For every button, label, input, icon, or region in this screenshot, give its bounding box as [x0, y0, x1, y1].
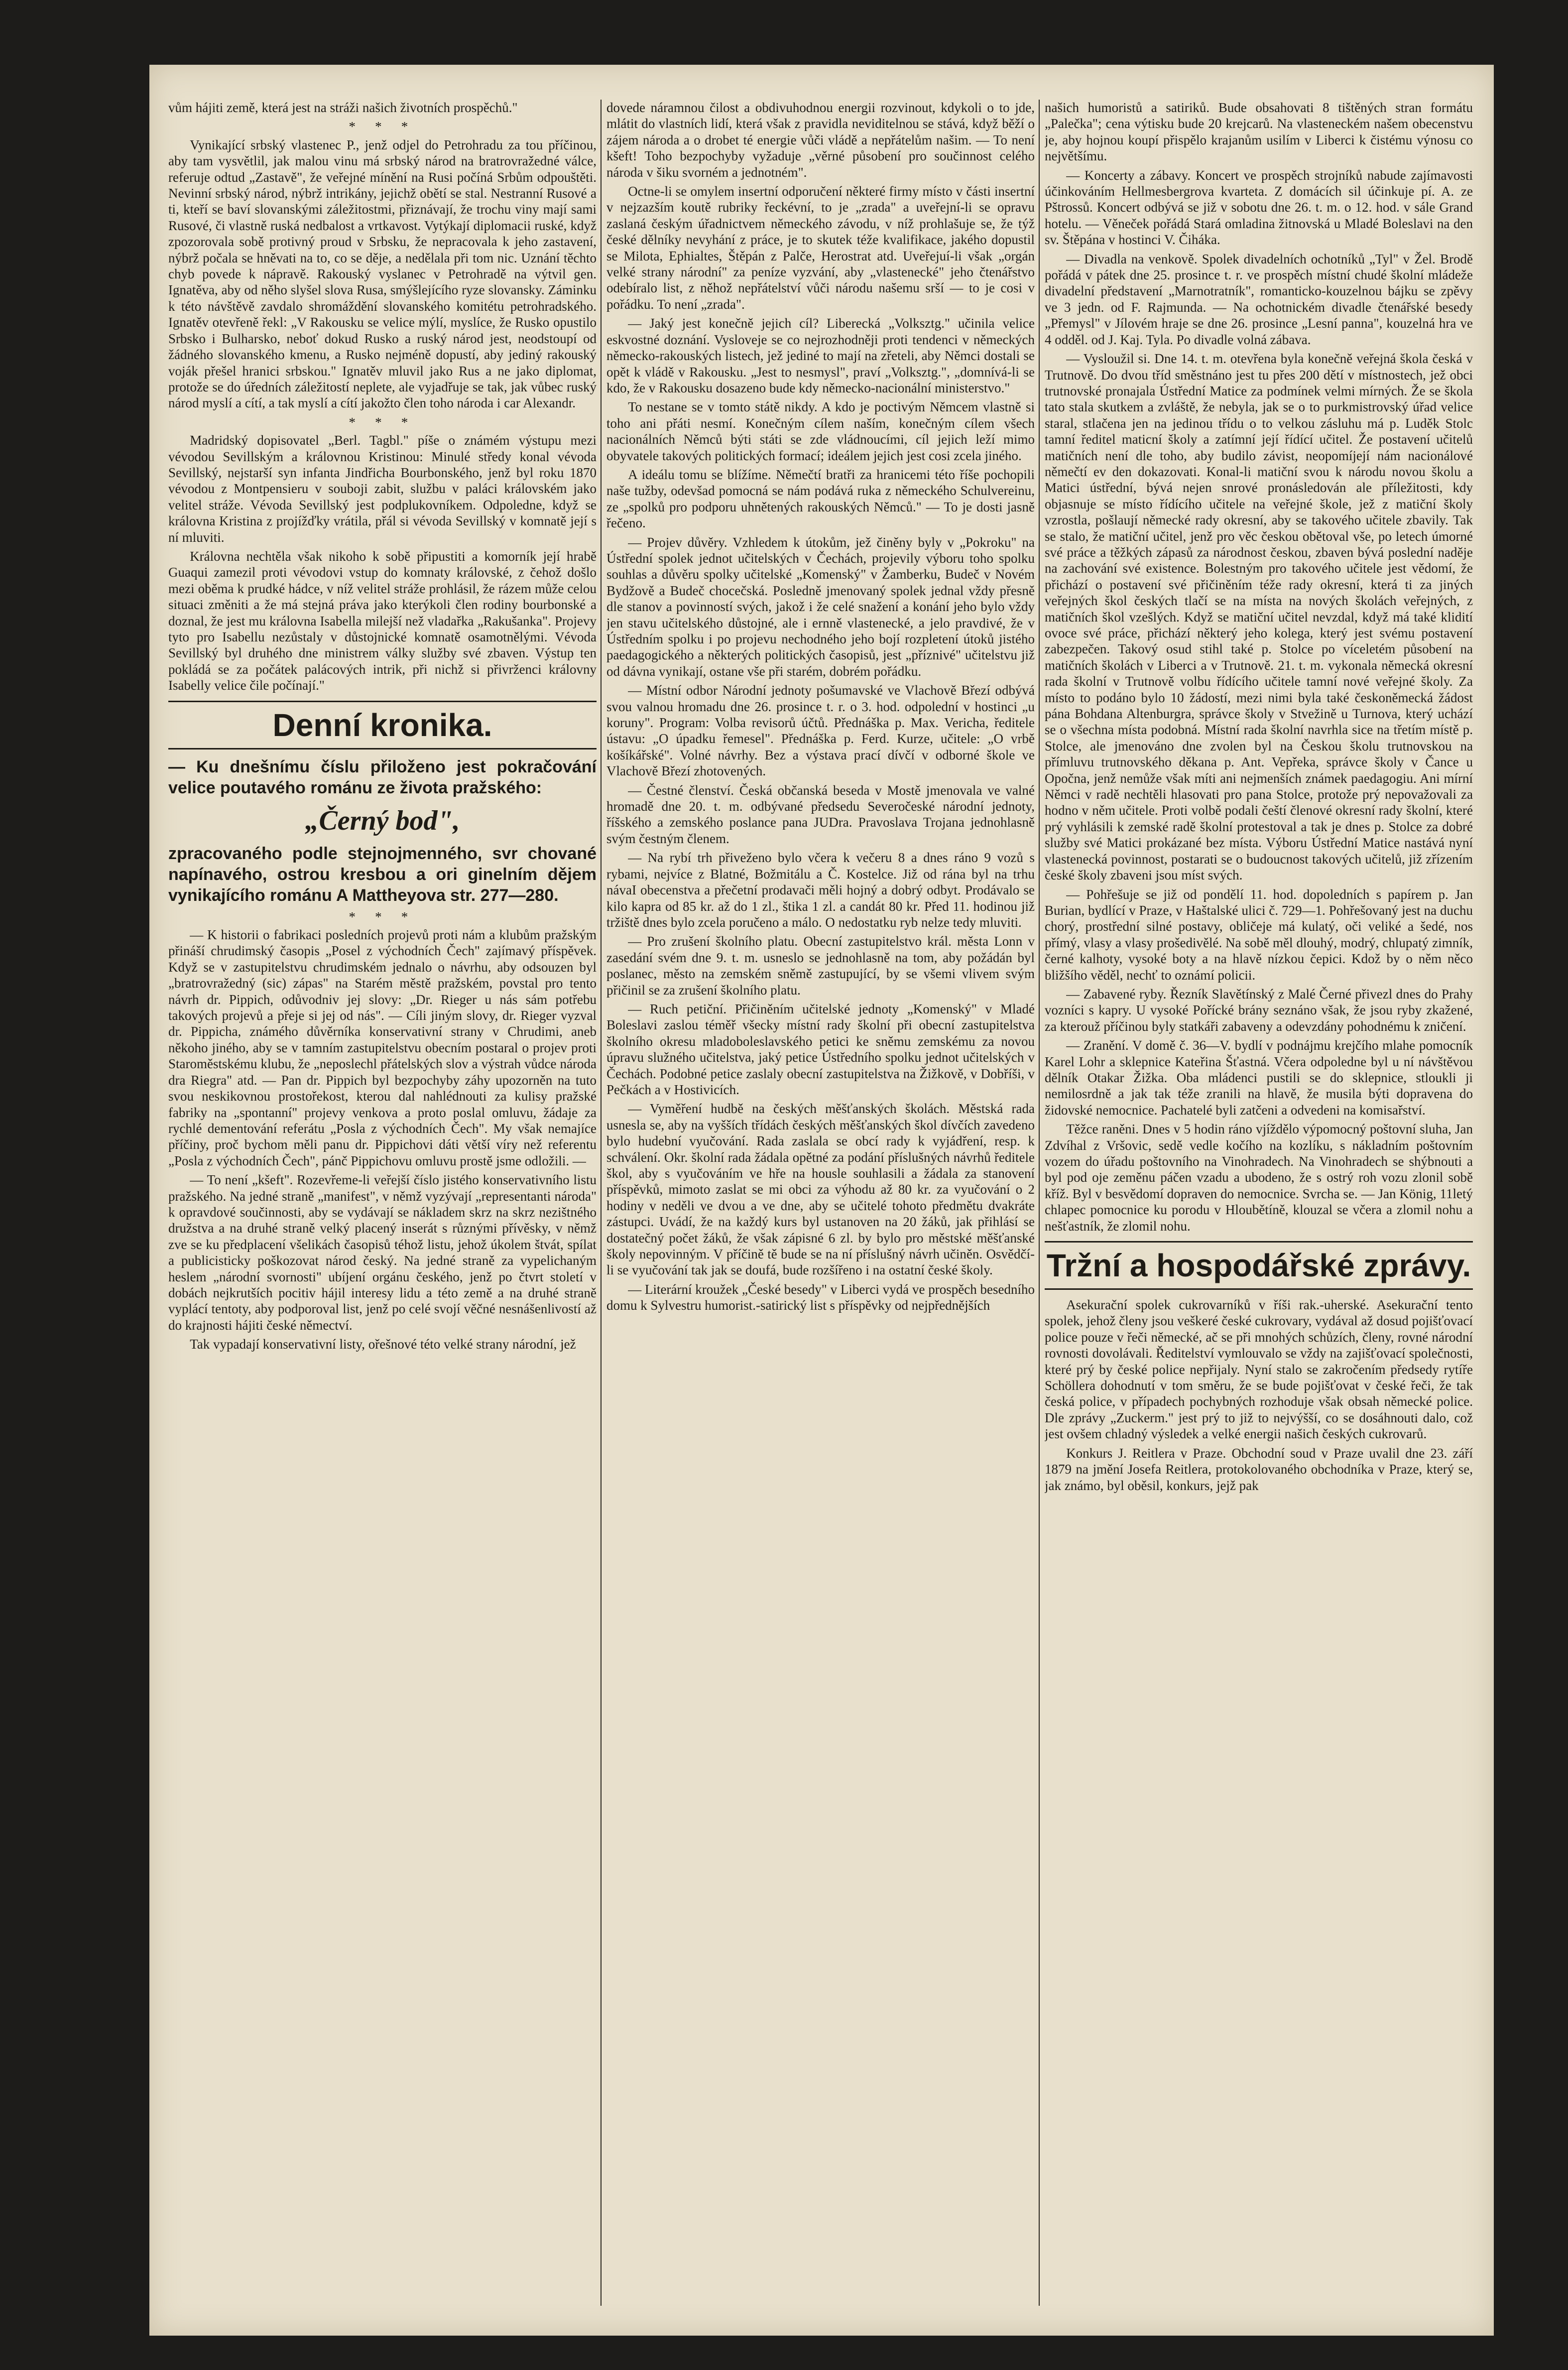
article-paragraph: Královna nechtěla však nikoho k sobě připustiti a komorník její hrabě Guaqui zamezil proti vévodovi vstup do komnaty královské, z čehož došlo mezi oběma k prudké hádce, v níž velitel stráže prohlásil, že rázem může celou situaci změniti a že má stejná práva jako kterýkoli člen rodiny bourbonské a doznal, že jest mu královna Isabella milejší než vladařka „Rakušanka". Projevy tyto pro Isabellu nezůstaly v důstojnické komnatě osamotnělými. Vévoda Sevillský byl druhého dne ministrem války služby své zbaven. Výstup ten pokládá se za počátek palácových intrik, při nichž si přivrženci královny Isabelly velice čile počínají." [168, 548, 597, 693]
article-paragraph: vům hájiti země, která jest na stráži našich životních prospěchů." [168, 100, 518, 115]
article-paragraph: To nestane se v tomto státě nikdy. A kdo je poctivým Němcem vlastně si toho ani přáti nesmí. Konečným cílem naším, konečným cílem všech nacionálních Němců býti státi se zde vládnoucími, cíl jejich leží mimo obyvatele takových politických formací; ideálem jejich jest cosi zcela jiného. [606, 399, 1035, 463]
article-paragraph: — Koncerty a zábavy. Koncert ve prospěch strojníků nabude zajímavosti účinkováním Hellmesbergrova kvarteta. Z domácích sil účinkuje pí. A. ze Pštrossů. Koncert odbývá se již v sobotu dne 26. t. m. o 12. hod. v sále Grand hotelu. — Věneček pořádá Stará omladina žitnovská u Mladé Boleslavi na den sv. Štěpána v hostinci V. Čiháka. [1045, 167, 1473, 248]
novel-note: zpracovaného podle stejnojmenného, svr chované napínavého, ostrou kresbou a ori ginelním dějem vynikajícího románu A Mattheyova str. 277—280. [168, 844, 597, 905]
column-middle [606, 100, 1035, 2306]
lead-announcement: — Ku dnešnímu číslu přiloženo jest pokračování velice poutavého románu ze života pražského: [168, 757, 597, 797]
section-title-trzni-zpravy: Tržní a hospodářské zprávy. [1045, 1241, 1473, 1290]
newspaper-page [149, 65, 1494, 2336]
article-paragraph: Asekurační spolek cukrovarníků v říši rak.-uherské. Asekurační tento spolek, jehož členy jsou veškeré české cukrovary, vydával až dosud pojišťovací police pouze v řeči německé, ač se při mnohých schůzích, členy, rovné národní rovnosti dovolávali. Ředitelství vymlouvalo se vždy na zajišťovací společnosti, které prý by české police nepřijaly. Nyní stalo se zakročením předsedy rytíře Schöllera dohodnutí v tom směru, že se bude pojišťovat v české řeči, že tak česká police, v případech pochybných rozhoduje však obsah německé police. Dle zprávy „Zuckerm." jest prý to již to nejvýšší, co se dosáhnouti dalo, což jest ovšem chladný výsledek a velké energii našich českých cukrovarů. [1045, 1297, 1473, 1442]
article-paragraph: A ideálu tomu se blížíme. Němečtí bratři za hranicemi této říše pochopili naše tužby, odevšad pomocná se nám podává ruka z německého Schulvereinu, ze „spolků pro podporu uhnětených rakouských Němců." — To je dosti jasně řečeno. [606, 467, 1035, 531]
article-paragraph: — Vyměření hudbě na českých měšťanských školách. Městská rada usnesla se, aby na vyšších třídách českých měšťanských škol dívčích zavedeno bylo hudební vyučování. Rada zaslala se obcí rady k vyjádření, resp. k schválení. Okr. školní rada žádala opětné za podání příslušných návrhů ředitele škol, aby s vyučováním ve hře na housle souhlasili a žádala za stanovení příspěvků, mimoto zaslat se mi obci za výhodu až 80 kr. za vyučování o 2 hodiny v neděli ve dvou a ve dne, aby se učitelé tohoto předmětu dvakráte zástupci. Uvádí, že na každý kurs byl ustanoven na 20 žáků, jak přihlásí se dostatečný počet žáků, že však zápisné 6 zl. by bylo pro městské měšťanské školy nepovinným. V příčině tě bude se na ní příslušný návrh učiněn. Osvědčí-li se vyučování tak jak se doufá, bude rozšířeno i na ostatní české školy. [606, 1101, 1035, 1278]
column-right [1045, 100, 1473, 2306]
article-paragraph: — Místní odbor Národní jednoty pošumavské ve Vlachově Březí odbývá svou valnou hromadu dne 26. prosince t. r. o 3. hod. odpolední v hostinci „u koruny". Program: Volba revisorů účtů. Přednáška p. Max. Vericha, ředitele ústavu: „O úpadku řemesel". Přednáška p. Ferd. Kurze, učitele: „O vrbě košíkářské". Volné návrhy. Bez a výstava prací dívčí v odborné škole ve Vlachově Březí zhotovených. [606, 683, 1035, 779]
article-paragraph: — Ruch petiční. Přičiněním učitelské jednoty „Komenský" v Mladé Boleslavi zaslou téměř všecky místní rady školní při obecní zastupitelstva školního okresu mladoboleslavského petici ke sněmu zemskému za novou úpravu služného učitelstva, jaký petice Ústředního spolku jednot učitelských v Čechách. Podobné petice zaslaly obecní zastupitelstva na Žižkově, v Dobříši, v Pečkách a v Hostivicích. [606, 1001, 1035, 1097]
article-paragraph: dovede náramnou čilost a obdivuhodnou energii rozvinout, kdykoli o to jde, mlátit do vlastních lidí, která však z pravidla neviditelnou se stává, když běží o zájem národa a o drobet té energie vůči vládě a nepřátelům našim. — To není kšeft! Toho bezpochyby vyžaduje „věrné působení pro součinnost celého národa v šiku svorném a jednotném". [606, 100, 1035, 180]
column-rule [1039, 100, 1040, 2306]
article-paragraph: — Čestné členství. Česká občanská beseda v Mostě jmenovala ve valné hromadě dne 20. t. m. odbývané předsedu Severočeské národní jednoty, říšského a zemského poslance pana JUDra. Pravoslava Trojana jednohlasně svým čestným členem. [606, 782, 1035, 846]
article-paragraph: Madridský dopisovatel „Berl. Tagbl." píše o známém výstupu mezi vévodou Sevillským a královnou Kristinou: Minulé středy konal vévoda Sevillský, nejstarší syn infanta Jindřicha Bourbonského, jenž byl roku 1870 vévodou z Montpensieru v souboji zabit, službu v paláci královském jako velitel stráže. Vévoda Sevillský jest podplukovníkem. Odpoledne, když se královna Kristina z projížďky vrátila, přál si vévoda Sevillský v komnatě její s ní mluviti. [168, 433, 597, 545]
article-paragraph: — Projev důvěry. Vzhledem k útokům, jež činěny byly v „Pokroku" na Ústřední spolek jednot učitelských v Čechách, projevily výboru toho spolku souhlas a důvěru spolky učitelské „Komenský" v Žamberku, Budeč v Novém Bydžově a Budeč chocečská. Posledně jmenovaný spolek jednal vždy přesně dle stanov a povinností svých, jakož i že celé snažení a konání jeho bylo vždy jen stavu učitelského důstojné, ale i ernně vlastenecké, a jelo pravdivé, že v Ústředním spolku i po projevu nechodného jeho bojí rozpletení útoků jistého paedagogického a některých politických časopisů, jest „příznivé" učitelstvu již od dávna vynikají, ostane vše při starém, dobrém pořádku. [606, 534, 1035, 679]
article-paragraph: Konkurs J. Reitlera v Praze. Obchodní soud v Praze uvalil dne 23. září 1879 na jmění Josefa Reitlera, protokolovaného obchodníka v Praze, který se, jak známo, byl oběsil, konkurs, jejž pak [1045, 1445, 1473, 1493]
article-paragraph: — Pohřešuje se již od pondělí 11. hod. dopoledních s papírem p. Jan Burian, bydlící v Praze, v Haštalské ulici č. 729—1. Pohřešovaný jest na duchu chorý, prostřední silné postavy, obličeje má kulatý, oči veliké a šedé, nos přímý, vlasy a vlasy prošedivělé. Na sobě měl dlouhý, modrý, chlupatý zimník, černé kalhoty, vysoké boty a na hlavě nízkou čepici. Kdož by o něm něco bližšího věděl, nechť to oznámí policii. [1045, 886, 1473, 983]
article-paragraph: — Literární kroužek „České besedy" v Liberci vydá ve prospěch besedního domu k Sylvestru humorist.-satirický list s příspěvky od nejpřednějších [606, 1281, 1035, 1313]
column-rule [601, 100, 602, 2306]
article-paragraph: Vynikající srbský vlastenec P., jenž odjel do Petrohradu za tou příčinou, aby tam vysvětlil, jak malou vinu má srbský národ na bratrovražedné válce, referuje odtud „Zastavě", že veřejné mínění na Rusi počíná Srbům odpouštěti. Nevinní srbský národ, nýbrž intrikány, jejichž obětí se stal. Nestranní Rusové a ti, kteří se baví slovanskými záležitostmi, přiznávají, že trochu viny mají sami Rusové, či vlastně ruská nedbalost a vrtkavost. Vytýkají diplomacii ruské, když zpozorovala sobě protivný proud v Srbsku, že nepracovala k jeho zastavení, nýbrž počala se hněvati na to, co se děje, a nedělala při tom nic. Uznání těchto chyb povede k nápravě. Rakouský vyslanec v Petrohradě na výtvil gen. Ignatěva, aby od něho slyšel slova Rusa, smýšlejícího ryze slovansky. Záminku k této návštěvě zavdalo shromáždění slovanského komitétu petrohradského. Ignatěv otevřeně řekl: „V Rakousku se velice mýlí, myslíce, že Rusko opustilo Srbsko i Bulharsko, neboť dokud Rusko a ruský národ jest, neodstoupí od žádného slovanského kmenu, a Rusko nejméně dopustí, aby jediný rakouský voják přešel hranici srbskou." Ignatěv mluvil jako Rus a ne jako diplomat, protože se do úředních záležitostí neplete, ale vyjadřuje se tak, jak vůbec ruský národ myslí a cítí, a tak myslí a cítí jakožto člen toho národa i car Alexandr. [168, 137, 597, 411]
article-paragraph: Těžce raněni. Dnes v 5 hodin ráno vjíždělo výpomocný poštovní sluha, Jan Zdvíhal z Vršovic, sedě vedle kočího na kozlíku, s nákladním poštovním vozem do úřadu poštovního na Vinohradech. Na Vinohradech se shýbnouti a byl pod oje zeměnu páčen vzadu a ubodeno, že s ostrý roh vozu zlonil sobě kříž. Byl v besvědomí dopraven do nemocnice. Svrcha se. — Jan König, 11letý chlapec pomocnice ku porodu v Hloubětíně, klouzal se včera a zlomil nohu a nešťastník, že zlomil nohu. [1045, 1122, 1473, 1234]
article-paragraph: — Divadla na venkově. Spolek divadelních ochotníků „Tyl" v Žel. Brodě pořádá v pátek dne 25. prosince t. r. ve prospěch místní chudé školní mládeže divadelní představení „Marnotratník", romanticko-kouzelnou bájku se zpěvy ve 3 jedn. od F. Rajmunda. — Na ochotnickém divadle čtenářské besedy „Přemysl" v Jílovém hraje se dne 26. prosince „Lesní panna", kouzelná hra ve 4 odděl. od J. Kaj. Tyla. Po divadle volná zábava. [1045, 251, 1473, 347]
novel-title: „Černý bod", [305, 805, 460, 836]
separator-stars: * * * [349, 414, 416, 430]
article-paragraph: — Na rybí trh přiveženo bylo včera k večeru 8 a dnes ráno 9 vozů s rybami, nejvíce z Blatné, Božmitálu a Č. Kostelce. Již od rána byl na trhu návaI obecenstva a přečetní prodavači měli hojný a dobrý odbyt. Prodávalo se kilo kapra od 85 kr. až do 1 zl., štika 1 zl. a candát 80 kr. Před 11. hodinou již tržiště dnes bylo zcela poručeno a málo. O nedostatku ryb nelze tedy mluviti. [606, 850, 1035, 930]
article-paragraph: Tak vypadají konservativní listy, ořešnové této velké strany národní, jež [190, 1337, 576, 1352]
article-paragraph: — Zabavené ryby. Řezník Slavětínský z Malé Černé přivezl dnes do Prahy vozníci s kapry. U vysoké Pořícké brány seznáno však, že jsou ryby zkažené, za kterouž příčinou byly statkáři zabaveny a odevzdány pohodnému k zničení. [1045, 986, 1473, 1034]
article-paragraph: — Jaký jest konečně jejich cíl? Liberecká „Volksztg." učinila velice eskvostné doznání. Vysloveje se co nejrozhodněji proti tendenci v německých německo-rakouských listech, jež jediné to mají na zřeteli, aby Němci dostali se opět k vládě v Rakousku. „Jest to nesmysl", praví „Volksztg.", „domnívá-li se kdo, že v Rakousku dosazeno bude kdy německo-nacionální ministerstvo." [606, 316, 1035, 395]
article-paragraph: — To není „kšeft". Rozevřeme-li veřejší číslo jistého konservativního listu pražského. Na jedné straně „manifest", v němž vyzývají „representanti národa" k opravdové součinnosti, aby se vydávají se nákladem skrz na skrz nezištného družstva a na druhé straně velký placený inserát s různými přívěsky, v němž zve se ku předplacení všelikách časopisů téhož listu, jehož úkolem štvát, spílat a publicisticky poškozovat národ český. Na jedné straně za vypelichaným heslem „národní svornosti" ubíjení orgánu českého, jenž po čtvrt století v dobách nejkrutších pocitiv hájil interesy lidu a této země a na druhé straně vyplácí tentoty, aby podporoval list, jenž po celé svojí věčné nesnášenlivostí až do krajnosti hájiti české němectví. [168, 1172, 597, 1333]
column-left [168, 100, 597, 2306]
article-paragraph: našich humoristů a satiriků. Bude obsahovati 8 tištěných stran formátu „Palečka"; cena výtisku bude 20 krejcarů. Na vlasteneckém našem obecenstvu je, aby hojnou koupí přispělo krajanům usilím v Liberci k čistému výnosu co největšímu. [1045, 100, 1473, 164]
article-paragraph: — Zranění. V domě č. 36—V. bydlí v podnájmu krejčího mlahe pomocník Karel Lohr a sklepnice Kateřina Šťastná. Včera odpoledne byl u ní návštěvou dělník Otakar Žižka. Oba mládenci pustili se do sklepnice, stloukli ji nemilosrdně a jak tak téže zranili na hlavě, že musila býti dopravena do židovské nemocnice. Pachatelé byli zatčeni a odvedeni na komisařství. [1045, 1038, 1473, 1118]
separator-stars: * * * [349, 119, 416, 134]
section-title-denni-kronika: Denní kronika. [168, 701, 597, 749]
article-paragraph: — K historii o fabrikaci posledních projevů proti nám a klubům pražským přináší chrudimský časopis „Posel z východních Čech" zajímavý příspěvek. Když se v zastupitelstvu chrudimském jednalo o návrhu, aby odsouzen byl „bratrovražedný (sic) zápas" na Starém městě pražském, povstal pro tento návrh dr. Pippich, odůvodniv jej slovy: „Dr. Rieger u nás sám potřebu takových projevů a přeje si jej od nás". — Cíli jiným slovy, dr. Rieger vyzval dr. Pippicha, známého důvěrníka konservativní strany v Chrudimi, aneb někoho jiného, aby se v tamním zastupitelstvu obecním postaral o projev proti Staroměstskému klubu, že „neposlechl přátelských slov a výstrah vůdce národa dra Riegra" atd. — Pan dr. Pippich byl bezpochyby záhy upozorněn na tuto svou neskikovnou prostořekost, kterou dal nahlédnouti za kulisy pražské fabriky na „spontanní" projevy venkova a proto poslal omluvu, žádaje za rychlé dementování referátu „Posla z východních Čech". My však nemajíce příčiny, proč bychom měli panu dr. Pippichovi dáti větší víry než referentu „Posla z východních Čech", pánč Pippichovu omluvu prostě jsme odložili. — [168, 927, 597, 1168]
separator-stars: * * * [349, 909, 416, 924]
article-paragraph: — Pro zrušení školního platu. Obecní zastupitelstvo král. města Lonn v zasedání svém dne 9. t. m. usneslo se jednohlasně na tom, aby požádán byl poslanec, město na zemském sněmě zastupující, by se všemi vlivem svým přičinil se za zrušení školního platu. [606, 934, 1035, 998]
article-paragraph: Octne-li se omylem insertní odporučení některé firmy místo v části insertní v nejzazším koutě rubriky řeckévní, to je „zrada" a uveřejní-li se opravu zaslaná českým úřadnictvem německého závodu, v níž prohlašuje se, že týž české dělníky nevyhání z práce, je to skutek téže kvalifikace, jakého dopustil se Milota, Ephialtes, Štěpán z Palče, Herostrat atd. Uveřejuí-li však „orgán velké strany národní" za peníze vyzvání, aby „vlastenecké" jeho čtenářstvo odebíralo list, z něhož nepřátelství vůči národu našemu srší — to je cosi v pořádku. To není „zrada". [606, 184, 1035, 312]
article-paragraph: — Vysloužil si. Dne 14. t. m. otevřena byla konečně veřejná škola česká v Trutnově. Do dvou tříd směstnáno jest tu přes 200 dětí v místnostech, jež obci trutnovské pronajala Ústřední Matice za podmínek velmi mírných. Že se škola tato stala skutkem a zvláště, že nebyla, jak se o to purkmistrovský úřad velice staral, stlačena jen na jedinou třídu o to velkou zásluhu má p. Luděk Stolc tamní ředitel maticní školy a zatímní její řídící učitel. Že postavení učitelů matičních není dle toho, aby budilo závist, neopomíjejí nám nacionálové němečtí ev den dokazovati. Konal-li matiční svou k národu novou školu a Matici ústřední, bývá nejen snrové pronásledován ale příležitosti, kdy objasnuje se místo řídícího učitele na veřejné škole, jež z matiční školy vzrostla, pošlaují německé rady okresní, aby se takového učitele zbavily. Tak se stalo, že matiční učitel, jenž pro věc českou obětoval vše, po letech úmorné své práce a těžkých zápasů za národnost českou, zbaven bývá poslední naděje na zachování své existence. Bolestným pro takového učitele jest vědomí, že přichází o postavení své přičiněním téže rady okresní, která ti za jiných veřejných škol českých tlačí se na místa na nových školách veřejných, z matičních škol vzešlých. Když se matiční učitel nevzdal, když má také klidití ovoce své práce, přichází některý jeho kolega, který jest svému postavení zabezpečen. Takový osud stihl také p. Stolce po víceletém působení na matičních školách v Liberci a v Trutnově. 21. t. m. vykonala německá okresní rada školní v Trutnově volbu řídícího učitele tamní nové veřejné školy. Za místo to podáno bylo 10 žádostí, mezi nimi byla také českoněmecká žádost pána Bohdana Altenburgra, správce školy v Stvežině u Turnova, který uchází se o všechna místa podobná. Místní rada školní navrhla sice na třetím místě p. Stolce, ale jmenováno dne zvolen byl na Českou školu trutnovskou na přímluvu trutnovského děkana p. Ant. Vepřeka, správce školy v Čance u Opočna, jenž nemůže však míti ani nejmenších známek paedagogiu. Ani mírní Němci v radě nechtěli hlasovati pro pana Stolce, protože prý nepovažovali za hodno v něm učitele. Proti volbě podali čeští členové okresní rady školní, které prý vyhlásili k zemské radě školní protestoval a tak je dnes p. Stolce za dobré služby své Matici prokázané bez místa. Výboru Ústřední Matice nastává nyní vlastenecká povinnost, postarati se o budoucnost takových učitelů, již zřízením české školy zbaveni jsou míst svých. [1045, 351, 1473, 883]
